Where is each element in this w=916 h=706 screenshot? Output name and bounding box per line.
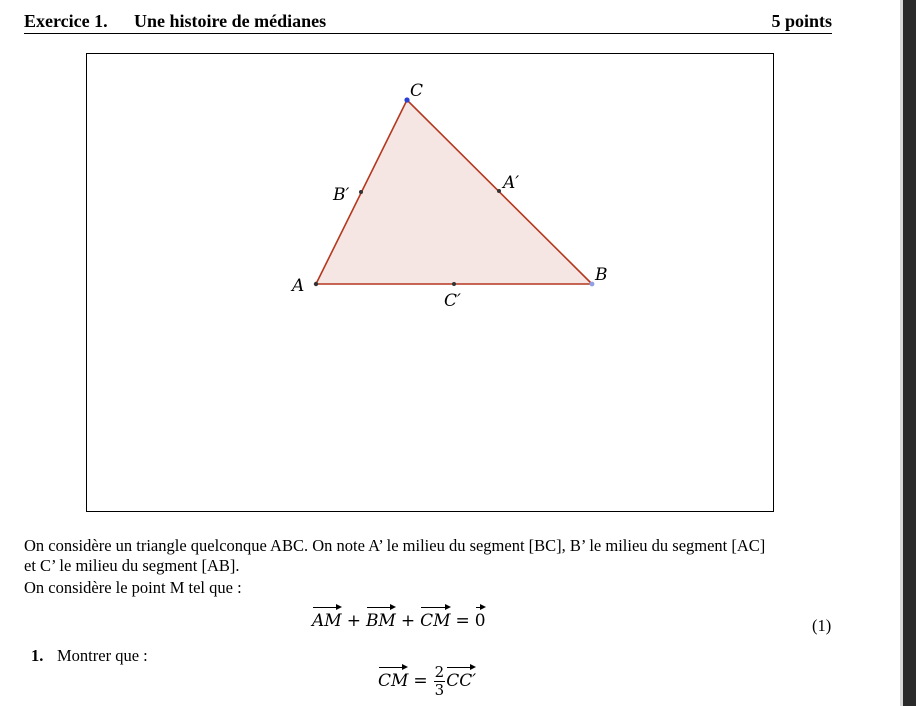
exercise-title: Une histoire de médianes [134, 11, 327, 31]
exercise-number: Exercice 1. [24, 11, 108, 31]
triangle-diagram [87, 54, 775, 513]
equation-2 [378, 664, 476, 699]
question-number: 1. [31, 646, 44, 665]
fraction-denominator: 3 [434, 681, 445, 699]
vector-cc-prime: CC′ [446, 664, 476, 691]
triangle-abc [316, 100, 592, 284]
equation-number: (1) [812, 616, 832, 635]
intro-line-2: et C’ le milieu du segment [AB]. [24, 556, 240, 575]
fraction-two-thirds [434, 664, 446, 699]
label-b-prime: B′ [333, 185, 350, 205]
vector-cm: CM [420, 604, 450, 631]
point-a-prime [497, 189, 501, 193]
window-edge [903, 0, 916, 706]
point-c-prime [452, 282, 456, 286]
intro-line-3: On considère le point M tel que : [24, 578, 242, 597]
equals-sign: = [455, 611, 470, 631]
label-a-prime: A′ [503, 173, 520, 193]
intro-line-1: On considère un triangle quelconque ABC. On note A’ le milieu du segment [BC], B’ le milieu du segment [AC] [24, 536, 766, 555]
label-a: A [292, 276, 305, 296]
header-rule [24, 33, 832, 34]
exercise-points: 5 points [771, 11, 832, 31]
plus-sign: + [400, 611, 416, 631]
question-text: Montrer que : [57, 646, 148, 665]
triangle-figure [86, 53, 774, 512]
label-c: C [410, 81, 424, 101]
vector-cm: CM [378, 664, 408, 691]
plus-sign: + [346, 611, 361, 631]
point-a [314, 282, 318, 286]
point-b [590, 282, 595, 287]
point-b-prime [359, 190, 363, 194]
vector-am: AM [312, 604, 342, 631]
point-c [404, 97, 409, 102]
equation-1 [312, 604, 486, 631]
vector-bm: BM [366, 604, 396, 631]
label-b: B [595, 265, 608, 285]
fraction-numerator: 2 [434, 663, 445, 681]
vector-zero: 0 [475, 604, 486, 631]
label-c-prime: C′ [444, 291, 461, 311]
equals-sign: = [413, 671, 428, 691]
